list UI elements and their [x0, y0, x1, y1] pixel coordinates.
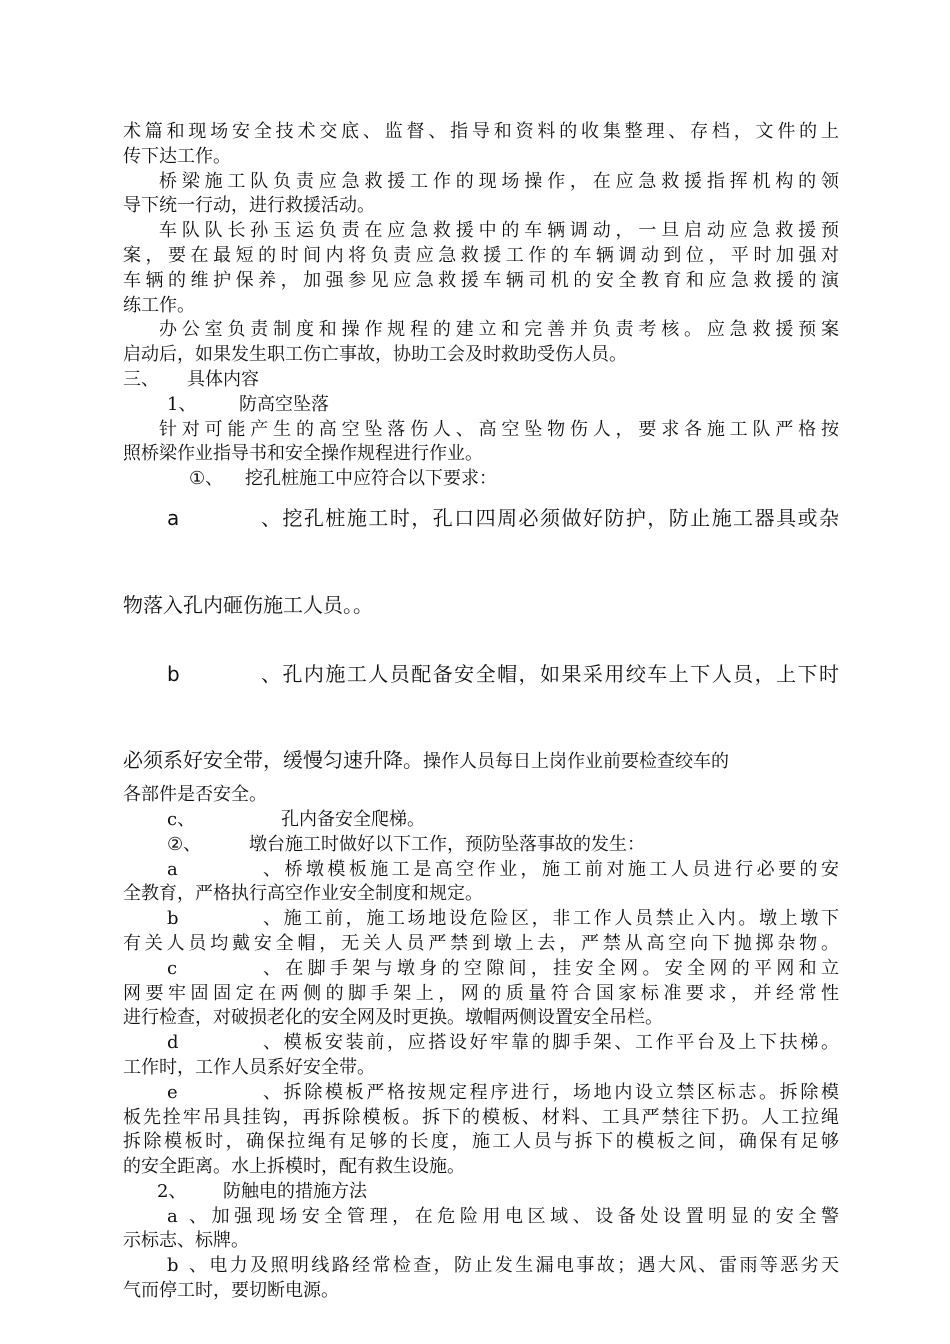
item-letter: a、 — [167, 505, 281, 530]
text-line — [123, 957, 839, 982]
item-number: ②、 — [167, 833, 202, 855]
text-line: 工作时，工作人员系好安全带。 — [123, 1056, 375, 1078]
text-line: 办公室负责制度和操作规程的建立和完善并负责考核。应急救援预案 — [159, 319, 839, 341]
text-line: 板先拴牢吊具挂钩，再拆除模板。拆下的模板、材料、工具严禁往下扔。人工拉绳 — [123, 1106, 839, 1128]
text-fragment: 必须系好安全带，缓慢匀速升降。 — [123, 748, 423, 773]
item-pier-e — [123, 1081, 839, 1180]
text-line: 的安全距离。水上拆模时，配有救生设施。 — [123, 1156, 465, 1178]
subsection-heading-2 — [123, 1180, 839, 1205]
item-text: 孔内备安全爬梯。 — [281, 808, 425, 830]
text-line — [123, 662, 839, 687]
item-letter: a、 — [167, 1205, 207, 1227]
subsection-heading-1 — [123, 393, 839, 418]
item-pier-d — [123, 1031, 839, 1081]
section-number: 三、 — [123, 368, 159, 390]
item-letter: b、 — [167, 908, 281, 930]
item-pier-b — [123, 907, 839, 957]
item-number: ①、 — [189, 468, 224, 490]
text-line: 各部件是否安全。 — [123, 784, 267, 806]
item-text: 拆除模板严格按规定程序进行，场地内设立禁区标志。拆除模 — [281, 1081, 839, 1103]
document-body — [123, 120, 839, 1304]
item-letter: b、 — [167, 1255, 207, 1277]
text-line: 练工作。 — [123, 294, 195, 316]
item-text: 桥墩模板施工是高空作业，施工前对施工人员进行必要的安 — [281, 858, 839, 880]
subsection-title: 防高空坠落 — [239, 393, 329, 415]
item-text: 挖孔桩施工时，孔口四周必须做好防护，防止施工器具或杂 — [281, 505, 839, 530]
text-line — [123, 1205, 839, 1230]
item-text: 孔内施工人员配备安全帽，如果采用绞车上下人员，上下时 — [281, 661, 839, 686]
paragraph-bridge-team — [123, 170, 839, 220]
item-pier-a — [123, 858, 839, 908]
text-line: 全教育，严格执行高空作业安全制度和规定。 — [123, 883, 483, 905]
paragraph-fall-intro — [123, 418, 839, 468]
item-letter: a、 — [167, 858, 281, 880]
item-letter: c、 — [167, 808, 196, 830]
text-line: 拆除模板时，确保拉绳有足够的长度，施工人员与拆下的模板之间，确保有足够 — [123, 1131, 839, 1153]
text-line: 车队队长孙玉运负责在应急救援中的车辆调动，一旦启动应急救援预 — [159, 220, 839, 242]
text-line: 针对可能产生的高空坠落伤人、高空坠物伤人，要求各施工队严格按 — [159, 418, 839, 440]
text-line: 示标志、标牌。 — [123, 1230, 249, 1252]
text-fragment: 操作人员每日上岗作业前要检查绞车的 — [423, 751, 729, 773]
text-line: 术篇和现场安全技术交底、监督、指导和资料的收集整理、存档，文件的上 — [123, 121, 839, 142]
paragraph-office — [123, 318, 839, 368]
text-line: 桥梁施工队负责应急救援工作的现场操作，在应急救援指挥机构的领 — [159, 170, 839, 192]
text-line: 传下达工作。 — [123, 145, 231, 167]
text-line: 物落入孔内砸伤施工人员。。 — [123, 592, 373, 617]
item-pile-c — [123, 808, 839, 833]
text-line — [123, 506, 839, 531]
text-line: 导下统一行动，进行救援活动。 — [123, 195, 375, 217]
text-line — [123, 907, 839, 932]
item-text: 模板安装前，应搭设好牢靠的脚手架、工作平台及上下扶梯。 — [281, 1032, 839, 1054]
text-line: 车辆的维护保养，加强参见应急救援车辆司机的安全教育和应急救援的演 — [123, 269, 839, 291]
text-line — [123, 1081, 839, 1106]
item-circle-1 — [123, 467, 839, 492]
text-line: 进行检查，对破损老化的安全网及时更换。墩帽两侧设置安全吊栏。 — [123, 1007, 663, 1029]
item-electric-b — [123, 1254, 839, 1304]
paragraph-vehicle-team — [123, 219, 839, 318]
item-text: 施工前，施工场地设危险区，非工作人员禁止入内。墩上墩下 — [281, 908, 839, 930]
text-line: 网要牢固固定在两侧的脚手架上，网的质量符合国家标准要求，并经常性 — [123, 982, 839, 1004]
item-letter: b、 — [167, 661, 281, 686]
text-line: 气而停工时，要切断电源。 — [123, 1280, 339, 1302]
subsection-title: 防触电的措施方法 — [223, 1180, 367, 1202]
text-line: 照桥梁作业指导书和安全操作规程进行作业。 — [123, 443, 483, 465]
section-heading-3 — [123, 368, 839, 393]
item-pile-a — [123, 506, 839, 618]
text-line — [123, 748, 839, 773]
text-line — [123, 1254, 839, 1279]
item-text: 挖孔桩施工中应符合以下要求： — [245, 468, 497, 490]
item-letter: c、 — [167, 957, 281, 979]
item-letter: e、 — [167, 1081, 281, 1103]
item-circle-2 — [123, 833, 839, 858]
section-title: 具体内容 — [187, 368, 259, 390]
text-line — [123, 858, 839, 883]
item-letter: d、 — [167, 1032, 281, 1054]
subsection-number: 1、 — [167, 393, 197, 415]
text-line: 案，要在最短的时间内将负责应急救援工作的车辆调动到位，平时加强对 — [123, 244, 839, 266]
item-text: 加强现场安全管理，在危险用电区域、设备处设置明显的安全警 — [207, 1205, 839, 1227]
item-text: 在脚手架与墩身的空隙间，挂安全网。安全网的平网和立 — [281, 957, 839, 979]
paragraph-duties-1 — [123, 120, 839, 170]
subsection-number: 2、 — [157, 1180, 187, 1202]
item-pile-b — [123, 662, 839, 749]
item-text: 电力及照明线路经常检查，防止发生漏电事故；遇大风、雷雨等恶劣天 — [207, 1255, 839, 1277]
item-pier-c — [123, 957, 839, 1031]
text-line: 有关人员均戴安全帽，无关人员严禁到墩上去，严禁从高空向下抛掷杂物。 — [123, 932, 839, 954]
text-line: 启动后，如果发生职工伤亡事故，协助工会及时救助受伤人员。 — [123, 344, 627, 366]
item-text: 墩台施工时做好以下工作，预防坠落事故的发生： — [249, 833, 645, 855]
item-electric-a — [123, 1205, 839, 1255]
text-line — [123, 1031, 839, 1056]
